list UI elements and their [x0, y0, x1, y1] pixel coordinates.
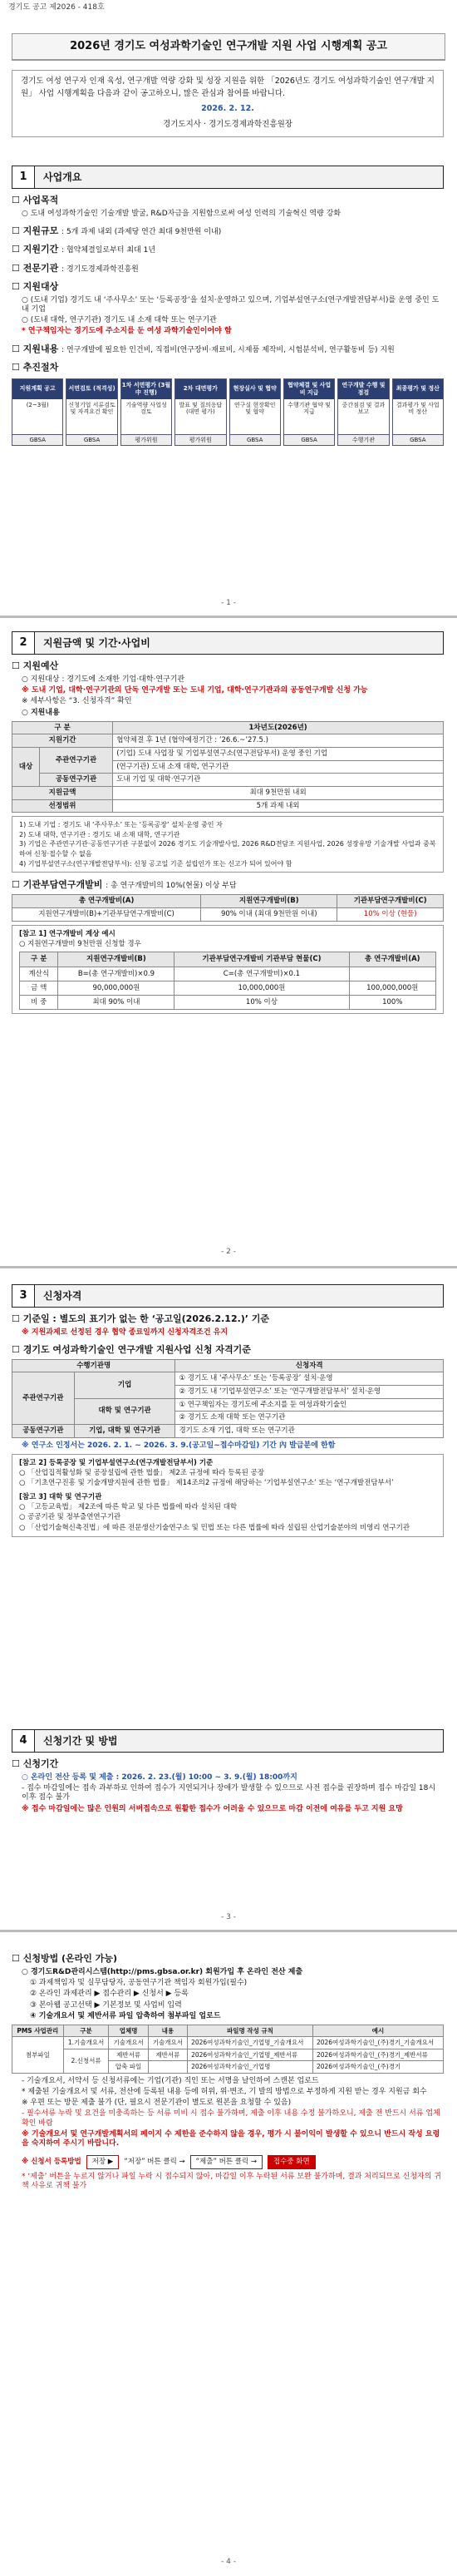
table-row	[12, 1372, 444, 1386]
process-step-desc: 연구실 현장확인 및 협약	[233, 401, 276, 416]
budget-target: ○ 지원대상 : 경기도에 소재한 기업·대학·연구기관	[22, 675, 185, 684]
process-step-title: 현장실사 및 협약	[230, 379, 280, 399]
table-header: 지원연구개발비(B)	[58, 952, 174, 967]
apply-note: * ‘제출’ 버튼을 누르지 않거나 파일 누락 시 접수되지 않아, 마감일 이후 누락된 서류 보완 불가하며, 결과 처리되므로 신청자의 귀책 사유로 귀책 불가	[22, 2172, 442, 2191]
section-2-header	[12, 632, 444, 654]
section-title: 사업개요	[35, 166, 444, 189]
table-cell: 대상	[12, 748, 40, 787]
apply-period-text: ○ 온라인 전산 등록 및 제출 : 2026. 2. 23.(월) 10:00 ~ 3. 9.(월) 18:00까지	[22, 1773, 297, 1782]
section-title: 지원금액 및 기간·사업비	[35, 631, 444, 655]
table-header: 내용	[148, 2025, 187, 2037]
base-date-heading: ☐ 기준일 : 별도의 표기가 없는 한 ‘공고일(2026.2.12.)’ 기준	[12, 1313, 270, 1324]
table-cell: ② 경기도 소재 대학 또는 연구기관	[175, 1412, 444, 1425]
process-step	[283, 378, 335, 447]
doc-header: 경기도 공고 제2026 - 418호	[8, 3, 105, 12]
page-number: - 2 -	[221, 1248, 236, 1256]
eligibility-note: ※ 연구소 인정서는 2026. 2. 1. ~ 2026. 3. 9.(공고일~접수마감일) 기간 內 발급분에 한함	[22, 1441, 336, 1450]
purpose-heading: ☐ 사업목적	[12, 195, 59, 205]
table-cell: 2026여성과학기술인_(주)경기	[312, 2061, 443, 2073]
cost-share-label: ☐ 기관부담연구개발비	[12, 879, 103, 891]
eligibility-heading: ☐ 경기도 여성과학기술인 연구개발 지원사업 신청 자격기준	[12, 1344, 251, 1355]
table-cell: 2026여성과학기술인_(주)경기_제반서류	[312, 2049, 443, 2060]
announce-date: 2026. 2. 12.	[201, 104, 254, 114]
process-step-owner: GBSA	[12, 434, 62, 446]
table-cell: 2026여성과학기술인_기업명_제반서류	[188, 2049, 313, 2060]
page-divider	[0, 1266, 457, 1268]
table-cell: 기술개요서	[148, 2037, 187, 2049]
process-step-desc: 발표 및 질의응답 (대면 평가)	[179, 401, 223, 416]
table-cell: 지원금액	[12, 786, 113, 799]
process-step-title: 연구개발 수행 및 점검	[338, 379, 388, 399]
section-number: 4	[12, 1729, 35, 1753]
table-cell: 계산식	[20, 967, 58, 981]
table-cell	[148, 2061, 187, 2073]
agency-heading	[12, 263, 444, 274]
table-cell: 기술개요서	[109, 2037, 148, 2049]
agency-label: ☐ 전문기관	[12, 262, 59, 274]
apply-step: ④ 기술개요서 및 제반서류 파일 압축하여 첨부파일 업로드	[30, 2011, 221, 2020]
announce-org: 경기도지사 · 경기도경제과학진흥원장	[163, 120, 292, 130]
table-cell: B=(총 연구개발비)×0.9	[58, 967, 174, 981]
table-cell: 5개 과제 내외	[113, 799, 444, 813]
section-4	[12, 1730, 444, 1816]
process-step	[12, 378, 63, 447]
section-2	[12, 632, 444, 1017]
table-cell: 제반서류	[109, 2049, 148, 2060]
page-number: - 3 -	[221, 1913, 236, 1921]
table-header: 수행기관명	[12, 1359, 175, 1372]
purpose-text: ○ 도내 여성과학기술인 기술개발 발굴, R&D자금을 지원함으로써 여성 인력의 기술혁신 역량 강화	[22, 209, 342, 218]
page-number: - 1 -	[221, 599, 236, 607]
table-cell	[349, 967, 435, 981]
table-row	[12, 1424, 444, 1437]
table-cell: 2026여성과학기술인_기업명	[188, 2061, 313, 2073]
cost-share-heading	[12, 879, 444, 891]
table-cell: 첨부파일	[12, 2037, 64, 2073]
table-cell: 비 중	[20, 996, 58, 1010]
table-row	[12, 2049, 444, 2060]
table-cell: (연구기관) 도내 소재 대학, 연구기관	[113, 760, 444, 774]
page-title: 2026년 경기도 여성과학기술인 연구개발 지원 사업 시행계획 공고	[12, 34, 445, 60]
table-header: 구 분	[20, 952, 58, 967]
table-cell: 2026여성과학기술인_기업명_기술개요서	[188, 2037, 313, 2049]
process-step-title: 2차 대면평가	[175, 379, 225, 399]
eligibility-table	[12, 1359, 444, 1438]
process-step-desc: 기술역량 사업성 검토	[125, 401, 167, 416]
target-note: * 연구책임자는 경기도에 주소지를 둔 여성 과학기술인이어야 함	[22, 327, 232, 336]
process-step	[229, 378, 281, 447]
apply-method-heading: ☐ 신청방법 (온라인 가능)	[12, 1953, 118, 1964]
table-row	[12, 748, 444, 761]
period-label: ☐ 지원기간	[12, 244, 59, 255]
table-row	[12, 734, 444, 748]
table-header: 총 연구개발비(A)	[349, 952, 435, 967]
page-divider	[0, 1930, 457, 1932]
table-cell: 90,000,000원	[58, 981, 174, 995]
table-header: 신청자격	[175, 1359, 444, 1372]
table-row	[20, 981, 436, 995]
table-cell: 공동연구기관	[40, 774, 113, 787]
reference-3-heading: [참고 3] 대학 및 연구기관	[19, 1492, 102, 1501]
process-step-desc: 중간점검 및 결과보고	[342, 401, 386, 416]
table-cell: 경기도 소재 기업, 대학 또는 연구기관	[175, 1424, 444, 1437]
budget-note: ※ 도내 기업, 대학·연구기관의 단독 연구개발 또는 도내 기업, 대학·연구기관과의 공동연구개발 신청 가능	[22, 686, 368, 695]
table-cell: 최대 90% 이내	[58, 996, 174, 1010]
process-step-owner: GBSA	[66, 434, 116, 446]
process-step-title: 협약체결 및 사업비 지급	[284, 379, 334, 399]
reference-2-box	[12, 1454, 444, 1537]
table-header: 기관부담연구개발비 기관부담 현물(C)	[174, 952, 349, 967]
table-cell: 2026여성과학기술인_(주)경기_기술개요서	[312, 2037, 443, 2049]
reference-3-text: ○ 「고등교육법」 제2조에 따른 학교 및 다른 법률에 따라 설치된 대학 ○ 공공기관 및 정부출연연구기관 ○ 「산업기술혁신촉진법」에 따른 전문생산기술연구소 및 민법 또는 다른 법률에 따라 설립된 산업기술분야의 비영리 연구기관	[19, 1503, 410, 1532]
reference-1-box	[12, 925, 444, 1015]
table-cell: 지원연구개발비(B)+기관부담연구개발비(C)	[12, 907, 201, 921]
section-number: 1	[12, 166, 35, 189]
cost-share-table	[12, 894, 444, 921]
process-step	[66, 378, 117, 447]
scale-label: ☐ 지원규모	[12, 225, 59, 236]
support-table	[12, 721, 444, 813]
save-button: 저장 ▶	[86, 2155, 120, 2169]
table-row	[20, 967, 436, 981]
table-header: 1차년도(2026년)	[113, 721, 444, 734]
section-3	[12, 1285, 444, 1540]
base-date-note: ※ 지원과제로 선정된 경우 협약 종료일까지 신청자격조건 유지	[22, 1328, 228, 1337]
section-1-header	[12, 166, 444, 188]
process-step	[120, 378, 172, 447]
support-content-heading: ○ 지원내용	[22, 708, 60, 717]
table-header: 총 연구개발비(A)	[12, 895, 201, 908]
scale-text: : 5개 과제 내외 (과제당 연간 최대 9천만원 이내)	[61, 228, 222, 236]
register-flow-label: ※ 신청서 등록방법	[22, 2158, 81, 2167]
apply-step: ① 과제책임자 및 실무담당자, 공동연구기관 책임자 회원가입(필수)	[30, 1979, 248, 1987]
apply-note: - 필수서류 누락 및 요건을 미충족하는 등 서류 미비 시 접수 불가하며, 제출 이후 내용 수정 불가하오니, 제출 전 반드시 서류 업체 확인 바람	[22, 2109, 440, 2128]
apply-note: ※ 기술개요서 및 연구개발계획서의 페이지 수 제한을 준수하지 않을 경우, 평가 시 불이익이 발생할 수 있으니 반드시 작성 요령을 숙지하여 주시기 바랍니다.	[22, 2129, 440, 2148]
table-header: 예시	[312, 2025, 443, 2037]
section-4-header	[12, 1730, 444, 1752]
process-step	[392, 378, 444, 447]
apply-method-section	[12, 1946, 444, 2193]
reference-2-heading: [참고 2] 등록공장 및 기업부설연구소(연구개발전담부서) 기준	[19, 1458, 214, 1467]
section-title: 신청자격	[35, 1284, 444, 1308]
apply-period-note: - 접수 마감일에는 접속 과부하로 인하여 접수가 지연되거나 장애가 발생할 수 있으므로 사전 접수를 권장하며 접수 마감일 18시 이후 접수 불가	[22, 1784, 436, 1802]
reference-1-note: ○ 지원연구개발비 9천만원 신청할 경우	[19, 939, 141, 948]
target-heading: ☐ 지원대상	[12, 280, 59, 292]
table-row	[12, 799, 444, 813]
process-step-owner: 평가위원	[175, 434, 225, 446]
apply-note: ※ 우편 또는 방문 제출 불가 (단, 필요시 전문기관이 별도로 원본을 요청할 수 있음)	[22, 2099, 292, 2107]
table-cell: 선정범위	[12, 799, 113, 813]
table-row	[12, 907, 444, 921]
content-label: ☐ 지원내용	[12, 343, 59, 354]
process-step-owner: GBSA	[284, 434, 334, 446]
support-notes: 1) 도내 기업 : 경기도 내 ‘주사무소’ 또는 ‘등록공장’ 설치·운영 중인 자 2) 도내 대학, 연구기관 : 경기도 내 소재 대학, 연구기관 3) 기업은 주관연구기관·공동연구기관 구분없이 2026 경기도 기술개발사업, 2026 R&D전담조 지원사업, 2026 성장유망 기술개발 사업과 중복하여 신청·접수할 수 없음 4) 기업부설연구소(연구개발전담부서): 신청 공고일 기준 설립인가 또는 신고가 되어 있어야 함	[12, 816, 444, 873]
apply-step: ③ 본아웹 공고선택 ▶ 기본정보 및 사업비 입력	[30, 2000, 182, 2010]
table-header: 기관부담연구개발비(C)	[337, 895, 444, 908]
apply-period-warning: ※ 접수 마감일에는 많은 인원의 서버접속으로 원활한 접수가 어려울 수 있으므로 마감 이전에 여유를 두고 지원 요망	[22, 1804, 403, 1813]
intro-box	[12, 70, 444, 137]
table-cell: ① 경기도 내 ‘주사무소’ 또는 ‘등록공장’ 설치·운영	[175, 1372, 444, 1386]
file-naming-table	[12, 2025, 444, 2074]
content-heading	[12, 344, 444, 355]
process-step-desc: (2~3월)	[26, 401, 49, 408]
table-cell: 제반서류	[148, 2049, 187, 2060]
content-text: : 연구개발에 필요한 인건비, 직접비(연구장비·재료비, 시제품 제작비, 시험분석비, 연구활동비 등) 지원	[61, 345, 395, 354]
period-heading	[12, 244, 444, 255]
budget-detail-ref: ※ 세부사항은 “3. 신청자격” 확인	[22, 697, 132, 706]
table-cell: 기업, 대학 및 연구기관	[74, 1424, 175, 1437]
section-number: 2	[12, 631, 35, 655]
table-cell: ① 연구책임자는 경기도에 주소지를 둔 여성과학기술인	[175, 1398, 444, 1412]
budget-heading: ☐ 지원예산	[12, 660, 59, 671]
reference-2-text: ○ 「산업집적활성화 및 공장설립에 관한 법률」 제2조 규정에 따라 등록된 공장 ○ 「기초연구진흥 및 기술개발지원에 관한 법률」 제14조의2 규정에 해당하는 ‘기업부설연구소’ 또는 ‘연구개발전담부서’	[19, 1469, 394, 1488]
reference-1-heading: [참고 1] 연구개발비 계상 예시	[19, 929, 115, 938]
process-step-desc: 결과평가 및 사업비 정산	[396, 401, 440, 416]
period-text: : 협약체결일로부터 최대 1년	[61, 246, 156, 255]
table-header: 지원연구개발비(B)	[201, 895, 337, 908]
scale-heading	[12, 225, 444, 237]
page-divider	[0, 616, 457, 618]
section-title: 신청기간 및 방법	[35, 1729, 444, 1753]
table-cell: 지원기간	[12, 734, 113, 748]
table-row	[20, 996, 436, 1010]
table-cell: 100,000,000원	[349, 981, 435, 995]
process-step	[174, 378, 226, 447]
process-step-owner: 수행기관	[338, 434, 388, 446]
table-row	[12, 1398, 444, 1412]
reference-1-table	[19, 952, 436, 1010]
table-cell: 10% 이상 (현물)	[337, 907, 444, 921]
process-step-desc: 수행기관 협약 및 지급	[287, 401, 331, 416]
process-step-title: 1차 서면평가 (3월 中 진행)	[121, 379, 171, 399]
table-cell: 압축 파일	[109, 2061, 148, 2073]
table-cell: 10% 이상	[174, 996, 349, 1010]
table-header: 업체명	[109, 2025, 148, 2037]
table-header: 구 분	[12, 721, 113, 734]
apply-method-system: ○ 경기도R&D관리시스템(http://pms.gbsa.or.kr) 회원가입 후 온라인 전산 제출	[22, 1967, 303, 1976]
table-cell: 2.신청서류	[63, 2049, 109, 2073]
table-cell: (기업) 도내 사업장 및 기업부설연구소(연구전담부서) 운영 중인 기업	[113, 748, 444, 761]
table-cell: 10,000,000원	[174, 981, 349, 995]
target-company: ○ (도내 기업) 경기도 내 ‘주사무소’ 또는 ‘등록공장’을 설치·운영하고 있으며, 기업부설연구소(연구개발전담부서)를 운영 중인 도내 기업	[22, 295, 440, 314]
table-cell: 100%	[349, 996, 435, 1010]
process-step-title: 지원계획 공고	[12, 379, 62, 399]
table-cell: 90% 이내 (최대 9천만원 이내)	[201, 907, 337, 921]
table-header: 구분	[63, 2025, 109, 2037]
table-cell: 1.기술개요서	[63, 2037, 109, 2049]
title-frame	[12, 33, 445, 61]
process-step-owner: GBSA	[230, 434, 280, 446]
table-header: PMS 사업관리	[12, 2025, 64, 2037]
table-cell: 공동연구기관	[12, 1424, 75, 1437]
process-flow	[12, 378, 444, 447]
apply-note: * 제출된 기술개요서 및 서류, 전산에 등록된 내용 등에 허위, 위·변조, 기 발의 방법으로 부정하게 지원 받는 경우 지원금 회수	[22, 2087, 427, 2096]
page-number: - 4 -	[221, 2558, 236, 2566]
table-row	[12, 786, 444, 799]
register-flow-step: “저장” 버튼 클릭 →	[124, 2158, 185, 2167]
agency-text: : 경기도경제과학진흥원	[61, 265, 139, 274]
process-step-title: 서면검토 (적격성)	[66, 379, 116, 399]
process-step-title: 최종평가 및 정산	[393, 379, 443, 399]
table-cell: C=(총 연구개발비)×0.1	[174, 967, 349, 981]
process-step	[337, 378, 389, 447]
table-cell: 금 액	[20, 981, 58, 995]
received-screen: 접수중 화면	[268, 2155, 316, 2169]
table-row	[12, 2037, 444, 2049]
apply-note: - 기술개요서, 서약서 등 신청서류에는 기업(기관) 직인 또는 서명을 날인하여 스캔본 업로드	[22, 2076, 319, 2085]
cost-share-text: : 총 연구개발비의 10%(현물) 이상 부담	[106, 882, 237, 891]
process-step-desc: 신청기업 서류검토 및 자격요건 확인	[68, 401, 115, 416]
process-step-owner: 평가위원	[121, 434, 171, 446]
target-univ: ○ (도내 대학, 연구기관) 경기도 내 소재 대학 또는 연구기관	[22, 316, 217, 324]
table-cell: 협약체결 후 1년 (협약예정기간 : ’26.6.~’27.5.)	[113, 734, 444, 748]
table-cell: 도내 기업 및 대학·연구기관	[113, 774, 444, 787]
table-header: 파일명 작성 규칙	[188, 2025, 313, 2037]
section-3-header	[12, 1285, 444, 1307]
process-step-owner: GBSA	[393, 434, 443, 446]
table-cell: 기업	[74, 1372, 175, 1398]
section-1	[12, 166, 444, 446]
table-cell: 주관연구기관	[12, 1372, 75, 1425]
process-heading: ☐ 추진절차	[12, 361, 59, 373]
table-cell: ② 경기도 내 ‘기업부설연구소’ 또는 ‘연구개발전담부서’ 설치·운영	[175, 1386, 444, 1399]
section-number: 3	[12, 1284, 35, 1308]
submit-button: “제출” 버튼 클릭 →	[190, 2155, 263, 2169]
apply-period-heading: ☐ 신청기간	[12, 1758, 59, 1769]
apply-step: ② 온라인 과제관리 ▶ 접수관리 ▶ 신청서 ▶ 등록	[30, 1990, 189, 1999]
table-cell: 주관연구기관	[40, 748, 113, 774]
table-row	[12, 774, 444, 787]
intro-text: 경기도 여성 연구자 인재 육성, 연구개발 역량 강화 및 성장 지원을 위한 「2026년도 경기도 여성과학기술인 연구개발 지원」 사업 시행계획을 다음과 같이 공고하오니, 많은 관심과 참여를 바랍니다.	[21, 77, 435, 98]
table-cell: 최대 9천만원 내외	[113, 786, 444, 799]
table-cell: 대학 및 연구기관	[74, 1398, 175, 1424]
register-flow	[22, 2155, 444, 2169]
